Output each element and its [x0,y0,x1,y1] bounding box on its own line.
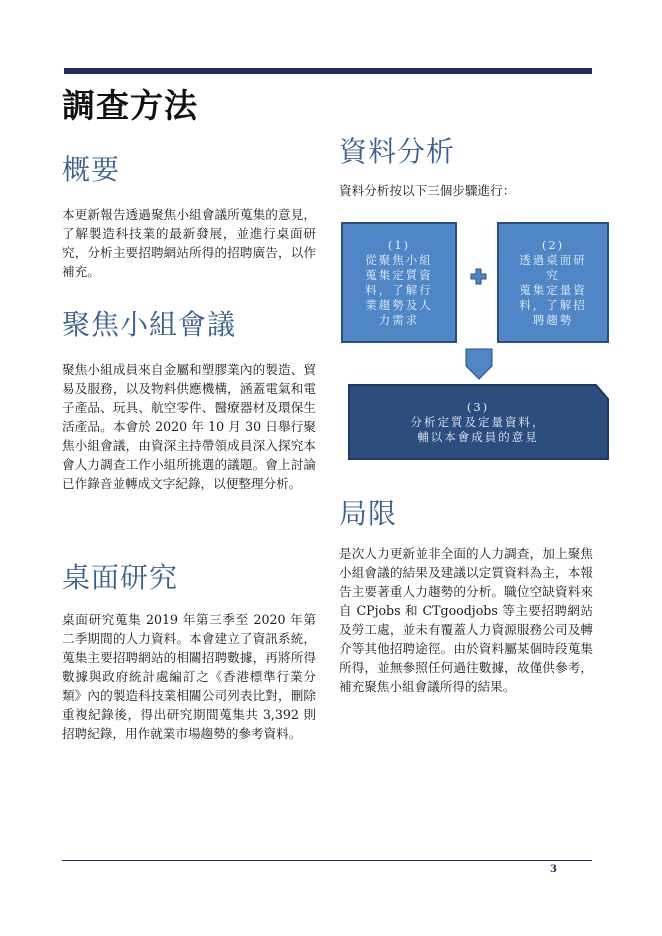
page-number: 3 [550,864,557,875]
step-2-line: 透過桌面研 [519,252,587,267]
step-2-box [497,222,609,343]
step-3-line: (3) [466,399,490,414]
step-2-line: 究 [546,267,560,282]
focus-group-heading: 聚焦小組會議 [62,308,237,341]
overview-heading: 概要 [62,153,121,186]
page-title: 調查方法 [62,86,198,125]
overview-paragraph: 本更新報告透過聚焦小組會議所蒐集的意見，了解製造科技業的最新發展，並進行桌面研究，分析主要招聘網站所得的招聘廣告，以作補充。 [62,207,316,279]
step-1-box [341,222,457,343]
step-3-line: 分析定質及定量資料， [410,414,546,429]
step-1-line: 從聚焦小組 [365,252,433,267]
step-1-line: 力需求 [378,312,420,327]
step-1-line: 料，了解行 [365,282,433,297]
step-1-line: 蒐集定質資 [365,267,433,282]
step-2-line: 料，了解招 [519,297,587,312]
step-2-line: 蒐集定量資 [519,282,587,297]
step-1-line: (1) [387,237,411,252]
limitations-paragraph: 是次人力更新並非全面的人力調查，加上聚焦小組會議的結果及建議以定質資料為主，本報告主要著重人力趨勢的分析。職位空缺資料來自 CPjobs 和 CTgoodjobs 等主要招聘網站及勞工處，並未有覆蓋人力資源服務公司及轉介等其他招聘途徑。由於資料屬某個時段蒐集所得，並無參照任何過往數據，故僅供參考，補充聚焦小組會議所得的結果。 [339,546,593,694]
step-2-line: 聘趨勢 [532,312,574,327]
plus-icon [470,268,487,285]
step-3-line: 輔以本會成員的意見 [417,429,539,444]
step-2-line: (2) [541,237,565,252]
desk-research-heading: 桌面研究 [62,561,179,594]
arrow-down-icon [465,348,493,380]
step-1-line: 業趨勢及人 [365,297,433,312]
data-analysis-intro: 資料分析按以下三個步驟進行： [339,183,516,198]
bottom-rule [62,860,592,861]
focus-group-paragraph: 聚焦小組成員來自金屬和塑膠業內的製造、貿易及服務，以及物料供應機構，涵蓋電氣和電子產品、玩具、航空零件、醫療器材及環保生活產品。本會於 2020 年 10 月 30 日舉行聚焦小組會議，由資深主持帶領成員深入探究本會人力調查工作小組所挑選的議題。會上討論已作錄音並轉成文字紀錄，以便整理分析。 [62,362,316,491]
limitations-heading: 局限 [339,497,398,530]
step-3-text [346,383,610,461]
step-3-box [346,383,610,461]
desk-research-paragraph: 桌面研究蒐集 2019 年第三季至 2020 年第二季期間的人力資料。本會建立了資訊系統，蒐集主要招聘網站的相關招聘數據，再將所得數據與政府統計處編訂之《香港標準行業分類》內的製造科技業相關公司列表比對，刪除重複紀錄後，得出研究期間蒐集共 3,392 則招聘紀錄，用作就業市場趨勢的參考資料。 [62,612,316,741]
data-analysis-heading: 資料分析 [339,135,456,168]
top-rule [64,68,592,74]
